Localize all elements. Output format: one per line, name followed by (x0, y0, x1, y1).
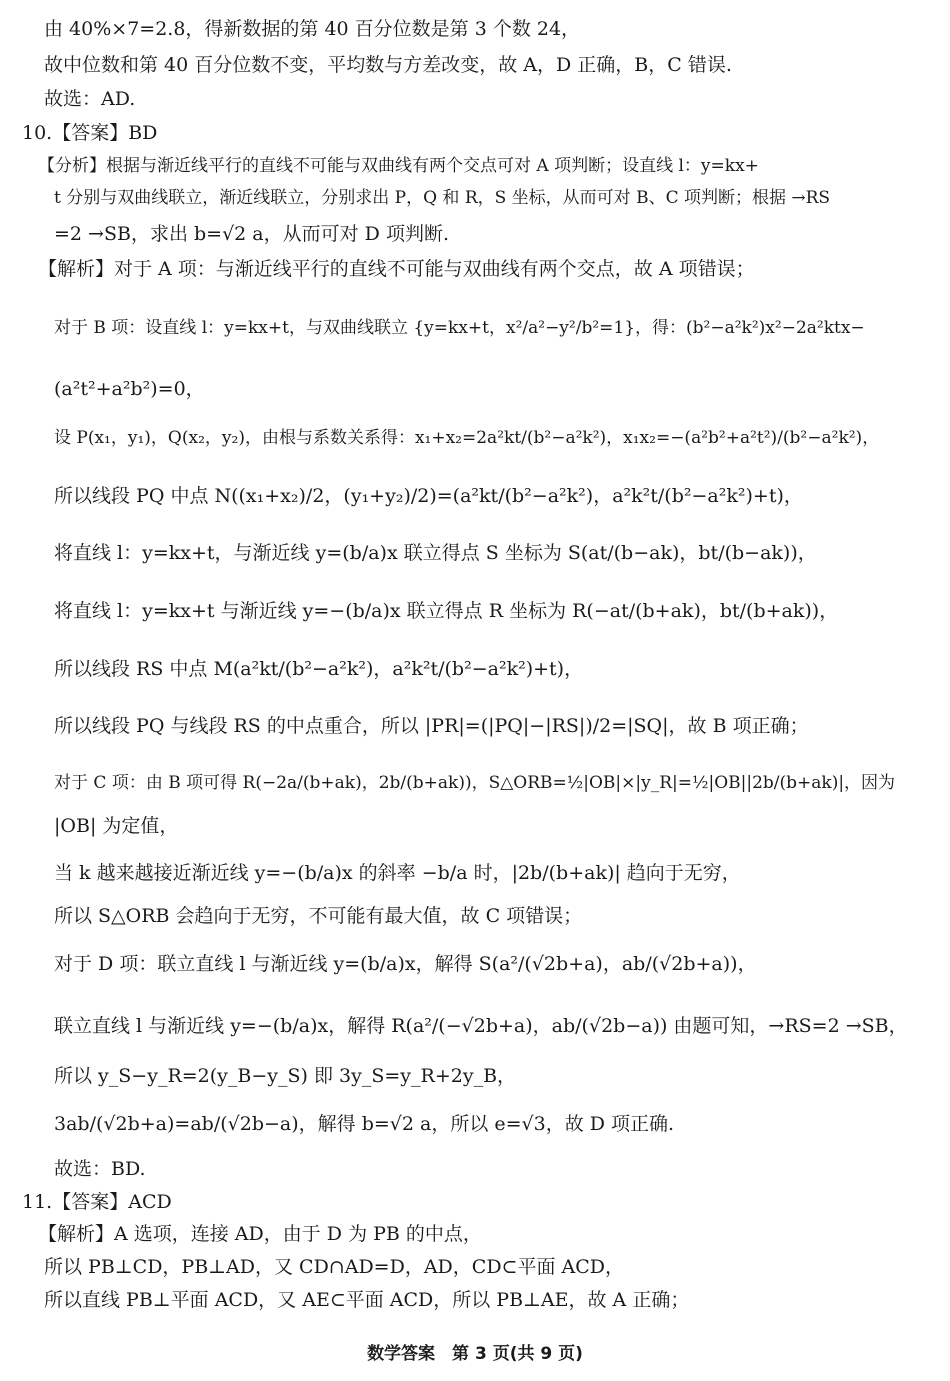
question-11-answer: 11.【答案】ACD (22, 1191, 172, 1213)
solution-line: 3ab/(√2b+a)=ab/(√2b−a)，解得 b=√2 a，所以 e=√3，故 D 项正确. (54, 1113, 675, 1135)
solution-line: (a²t²+a²b²)=0， (54, 378, 205, 400)
solution-line: 所以直线 PB⊥平面 ACD，又 AE⊂平面 ACD，所以 PB⊥AE，故 A 正确； (44, 1289, 690, 1311)
solution-line: 所以线段 PQ 与线段 RS 的中点重合，所以 |PR|=(|PQ|−|RS|)/2=|SQ|，故 B 项正确； (54, 715, 809, 737)
solution-line: 所以 S△ORB 会趋向于无穷，不可能有最大值，故 C 项错误； (54, 905, 583, 927)
solution-line: 对于 C 项：由 B 项可得 R(−2a/(b+ak)，2b/(b+ak))，S△ORB=½|OB|×|y_R|=½|OB||2b/(b+ak)|，因为 (54, 773, 896, 793)
solution-line: 对于 B 项：设直线 l：y=kx+t，与双曲线联立 {y=kx+t，x²/a²−y²/b²=1}，得：(b²−a²k²)x²−2a²ktx− (54, 318, 865, 338)
solution-line: 将直线 l：y=kx+t，与渐近线 y=(b/a)x 联立得点 S 坐标为 S(at/(b−ak)，bt/(b−ak))， (54, 542, 817, 564)
solution-line: 联立直线 l 与渐近线 y=−(b/a)x，解得 R(a²/(−√2b+a)，ab/(√2b−a)) 由题可知，→RS=2 →SB， (54, 1015, 908, 1037)
solution-line: 【解析】A 选项，连接 AD，由于 D 为 PB 的中点， (38, 1223, 482, 1245)
text-line: 故中位数和第 40 百分位数不变，平均数与方差改变，故 A，D 正确，B，C 错误. (44, 54, 732, 76)
solution-line: 将直线 l：y=kx+t 与渐近线 y=−(b/a)x 联立得点 R 坐标为 R(−at/(b+ak)，bt/(b+ak))， (54, 600, 839, 622)
solution-line: 所以线段 PQ 中点 N((x₁+x₂)/2，(y₁+y₂)/2)=(a²kt/(b²−a²k²)，a²k²t/(b²−a²k²)+t)， (54, 485, 803, 507)
analysis-line: t 分别与双曲线联立，渐近线联立，分别求出 P，Q 和 R，S 坐标，从而可对 B、C 项判断；根据 →RS (54, 188, 831, 208)
solution-line: 【解析】对于 A 项：与渐近线平行的直线不可能与双曲线有两个交点，故 A 项错误； (38, 258, 755, 280)
solution-line: 当 k 越来越接近渐近线 y=−(b/a)x 的斜率 −b/a 时，|2b/(b+ak)| 趋向于无穷， (54, 862, 741, 884)
page-footer: 数学答案 第 3 页(共 9 页) (367, 1344, 583, 1364)
solution-line: 所以线段 RS 中点 M(a²kt/(b²−a²k²)，a²k²t/(b²−a²k²)+t)， (54, 658, 584, 680)
question-10-answer: 10.【答案】BD (22, 122, 158, 144)
solution-line: 所以 y_S−y_R=2(y_B−y_S) 即 3y_S=y_R+2y_B， (54, 1065, 517, 1087)
text-line: 由 40%×7=2.8，得新数据的第 40 百分位数是第 3 个数 24， (44, 18, 581, 40)
analysis-line: 【分析】根据与渐近线平行的直线不可能与双曲线有两个交点可对 A 项判断；设直线 l：y=kx+ (38, 156, 759, 176)
analysis-line: =2 →SB，求出 b=√2 a，从而可对 D 项判断. (54, 223, 449, 245)
text-line: 故选：AD. (44, 88, 136, 110)
solution-line: 对于 D 项：联立直线 l 与渐近线 y=(b/a)x，解得 S(a²/(√2b+a)，ab/(√2b+a))， (54, 953, 757, 975)
solution-line: |OB| 为定值， (54, 815, 179, 837)
solution-line: 所以 PB⊥CD，PB⊥AD，又 CD∩AD=D，AD，CD⊂平面 ACD， (44, 1256, 625, 1278)
solution-line: 设 P(x₁，y₁)，Q(x₂，y₂)，由根与系数关系得：x₁+x₂=2a²kt/(b²−a²k²)，x₁x₂=−(a²b²+a²t²)/(b²−a²k²)， (54, 428, 880, 448)
solution-line: 故选：BD. (54, 1158, 146, 1180)
